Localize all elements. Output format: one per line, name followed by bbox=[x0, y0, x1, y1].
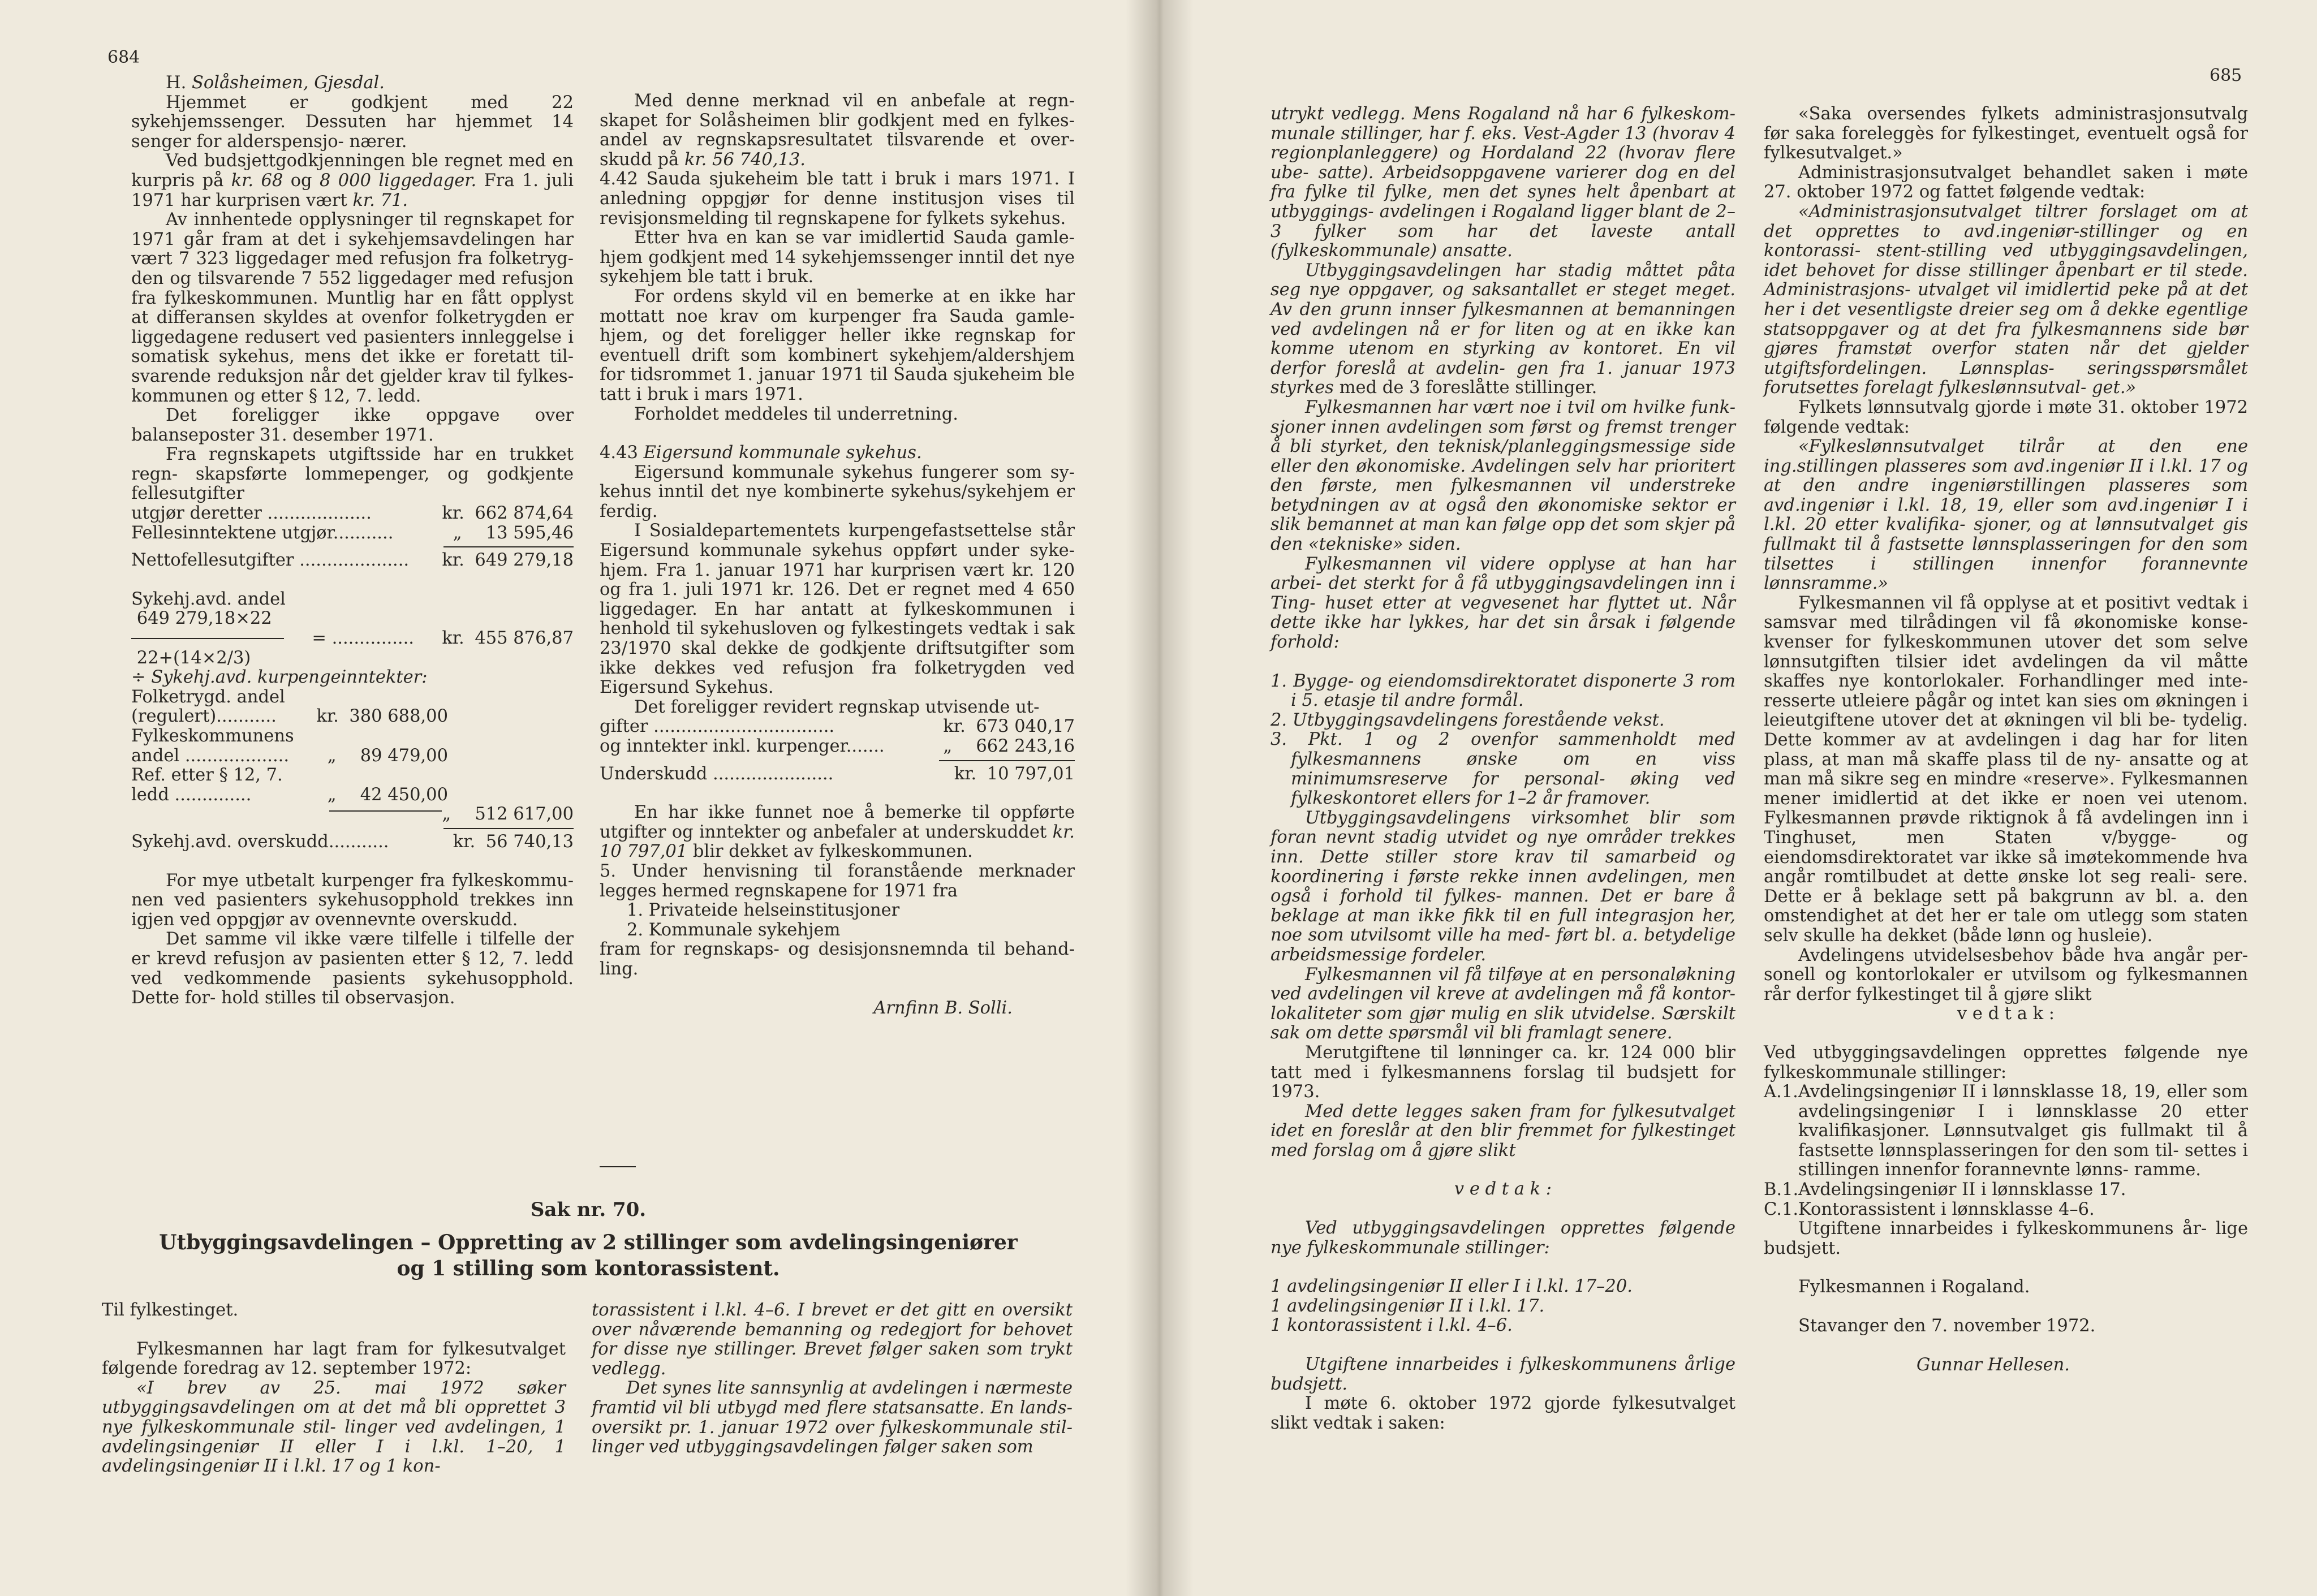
ledger-currency: „ bbox=[327, 745, 337, 766]
spacer bbox=[600, 980, 1075, 999]
position-text: Kontorassistent i lønnsklasse 4–6. bbox=[1798, 1199, 2095, 1219]
text-span: 4.42 Sauda sjukeheim ble tatt i bruk i mars 1971. I anledning oppgjør for denne institusjon vises til revisjonsmelding til regnskapene for fylkets sykehus. bbox=[600, 169, 1075, 228]
ledger-value: 673 040,17 bbox=[976, 717, 1075, 737]
ledger-row bbox=[600, 737, 1075, 757]
paragraph bbox=[1271, 1355, 1735, 1394]
paragraph bbox=[1764, 437, 2248, 594]
text-span: Fylkesmannen i Rogaland. bbox=[1798, 1277, 2030, 1297]
text-span: I Sosialdepartementets kurpengefastsettelse står Eigersund kommunale sykehus oppført under syke- hjem. Fra 1. januar 1971 har kurprisen vært kr. 120 og fra 1. juli 1971 kr. 126. Det er regnet med 4 650 liggedager. En har antatt at fylkeskommunen i henhold til sykehusloven og fylkestingets vedtak i sak 23/1970 skal dekke de godkjente driftsutgifter som ikke dekkes ved refusjon fra folketrygden ved Eigersund Sykehus. bbox=[600, 521, 1075, 698]
paragraph bbox=[1764, 1317, 2248, 1336]
numbered-item: 3. Pkt. 1 og 2 ovenfor sammenholdt med fylkesmannens ønske om en viss minimumsreserve for personal- øking ved fylkeskontoret ellers for 1–2 år framover. bbox=[1271, 730, 1735, 809]
left-column-2 bbox=[600, 92, 1075, 1018]
italic-text: 1 kontorassistent i l.kl. 4–6. bbox=[1271, 1315, 1513, 1336]
paragraph bbox=[131, 74, 574, 93]
ledger-value: 89 479,00 bbox=[360, 745, 448, 766]
spacer bbox=[1271, 1200, 1735, 1219]
paragraph bbox=[600, 862, 1075, 901]
ledger-value: 662 874,64 bbox=[475, 503, 574, 524]
ledger-amount bbox=[453, 524, 574, 543]
paragraph bbox=[1271, 1394, 1735, 1433]
ledger-amount bbox=[442, 629, 574, 649]
position-item bbox=[1764, 1082, 2248, 1180]
ledger-value: 56 740,13 bbox=[485, 831, 574, 852]
paragraph bbox=[600, 92, 1075, 170]
italic-text: Fylkesmannen vil få tilføye at en personaløkning ved avdelingen vil kreve at avdelingen må få kontor- lokaliteter som gjør mulig en slik utvidelse. Særskilt sak om dette spørsmål vil bli framlagt senere. bbox=[1271, 964, 1735, 1043]
numbered-item: 1. Bygge- og eiendomsdirektoratet disponerte 3 rom i 5. etasje til andre formål. bbox=[1271, 671, 1735, 711]
italic-text: Eigersund kommunale sykehus. bbox=[643, 443, 922, 463]
ledger-label: (regulert)........... bbox=[131, 706, 277, 727]
ledger-amount bbox=[328, 747, 448, 766]
ledger-label: Nettofellesutgifter .................... bbox=[131, 550, 410, 571]
italic-text: 1 avdelingsingeniør II i l.kl. 17. bbox=[1271, 1296, 1545, 1316]
underskudd-row bbox=[600, 765, 1075, 784]
paragraph bbox=[1271, 261, 1735, 398]
text-span: 5. Under henvisning til foranstående merknader legges hermed regnskapene for 1971 fra bbox=[600, 861, 1075, 901]
text-span: med de 3 foreslåtte stillinger. bbox=[1333, 378, 1597, 398]
left-column-1 bbox=[131, 74, 574, 1008]
paragraph bbox=[1764, 1258, 2248, 1278]
ledger-value: 512 617,00 bbox=[475, 804, 574, 825]
kurpenge-item-label: Ref. etter § 12, 7. bbox=[131, 765, 283, 786]
italic-text: kr. 10 797,01 bbox=[600, 822, 1075, 862]
signature: Gunnar Hellesen. bbox=[1917, 1355, 2070, 1375]
list-item: 1. Privateide helseinstitusjoner bbox=[627, 900, 900, 921]
paragraph bbox=[102, 1301, 566, 1321]
paragraph bbox=[131, 406, 574, 445]
paragraph bbox=[600, 698, 1075, 718]
ledger-currency: „ bbox=[943, 736, 953, 756]
ledger-label: utgjør deretter ................... bbox=[131, 503, 372, 524]
ledger-label: Fellesinntektene utgjør........... bbox=[131, 523, 394, 543]
right-column-1 bbox=[1271, 105, 1735, 1433]
paragraph: Det samme vil ikke være tilfelle i tilfelle der er krevd refusjon av pasienten etter § 12, 7. ledd ved vedkommende pasients sykehusopphold. Dette for- hold stilles til observasjon. bbox=[131, 929, 574, 1008]
paragraph bbox=[1271, 965, 1735, 1043]
paragraph bbox=[1764, 1043, 2248, 1082]
paragraph bbox=[1271, 1336, 1735, 1355]
italic-text: Solåsheimen, Gjesdal. bbox=[192, 73, 385, 93]
paragraph bbox=[102, 1379, 566, 1477]
text-span: og bbox=[283, 170, 320, 191]
italic-text: Utbyggingsavdelingens virksomhet blir som foran nevnt stadig utvidet og nye områder trekkes inn. Dette stiller store krav til samarbeid og koordinering i første rekke innen avdelingen, men også i forhold til fylkes- mannen. Det er bare å beklage at man ikke fikk til en full integrasjon her, noe som utvilsomt ville ha med- ført bl. a. betydelige arbeidsmessige fordeler. bbox=[1271, 808, 1735, 965]
spacer bbox=[1764, 1336, 2248, 1356]
paragraph bbox=[131, 152, 574, 210]
italic-text: 8 000 liggedager. bbox=[319, 170, 477, 191]
ledger-currency: „ bbox=[442, 804, 451, 825]
vedtak-heading: v e d t a k : bbox=[1454, 1179, 1552, 1200]
ledger-currency: kr. bbox=[943, 717, 966, 737]
overskudd-row bbox=[131, 832, 574, 852]
kurpenge-item-row bbox=[131, 786, 448, 805]
paragraph bbox=[1271, 105, 1735, 261]
text-span: Av innhentede opplysninger til regnskapet for 1971 går fram at det i sykehjemsavdelingen har vært 7 323 liggedager med refusjon fra folketryg- den og tilsvarende 7 552 liggedager med refusjon fra fylkeskommunen. Muntlig har en fått opplyst at differansen skyldes at ovenfor folketrygden er liggedagene redusert ved pasienters innleggelse i somatisk sykehus, mens det ikke er foretatt til- svarende reduksjon når det gjelder krav til fylkes- kommunen og etter § 12, 7. ledd. bbox=[131, 210, 574, 406]
text-span: En har ikke funnet noe å bemerke til oppførte utgifter og inntekter og anbefaler at underskuddet bbox=[600, 803, 1075, 842]
position-code: C.1. bbox=[1764, 1199, 1799, 1219]
paragraph bbox=[1764, 398, 2248, 437]
paragraph bbox=[102, 1340, 566, 1379]
text-span: Merutgiftene til lønninger ca. kr. 124 000 blir tatt med i fylkesmannens forslag til budsjett for 1973. bbox=[1271, 1042, 1735, 1102]
ledger-currency: „ bbox=[327, 784, 337, 805]
netto-row bbox=[131, 551, 574, 571]
ledger-value: 662 243,16 bbox=[976, 736, 1075, 756]
text-span: Det foreligger revidert regnskap utvisende ut- bbox=[634, 697, 1040, 717]
paragraph bbox=[592, 1379, 1073, 1457]
ledger-amount bbox=[442, 504, 574, 524]
kurpenge-item-row bbox=[131, 747, 448, 766]
ledger-rule bbox=[443, 546, 574, 547]
text-span: Det foreligger ikke oppgave over balanseposter 31. desember 1971. bbox=[131, 406, 574, 445]
italic-text: Det synes lite sannsynlig at avdelingen i nærmeste framtid vil bli utbygd med flere statsansatte. En lands- oversikt pr. 1. januar 1972 over fylkeskommunale stil- linger ved utbyggingsavdelingen følger saken som bbox=[592, 1378, 1073, 1457]
formula-result-row bbox=[131, 629, 574, 649]
italic-text: «I brev av 25. mai 1972 søker utbyggingsavdelingen om at det må bli opprettet 3 nye fylkeskommunale stil- linger ved avdelingen, 1 avdelingsingeniør II eller I i l.kl. 1–20, 1 avdelingsingeniør II i l.kl. 17 og 1 kon- bbox=[102, 1378, 566, 1477]
text-span: Med denne merknad vil en anbefale at regn- skapet for Solåsheimen blir godkjent med en fylkes- andel av regnskapsresultatet tilsvarende et over- skudd på bbox=[600, 91, 1075, 170]
paragraph bbox=[1271, 555, 1735, 653]
left-bottom-column-1 bbox=[102, 1301, 566, 1477]
ledger-label: andel ................... bbox=[131, 745, 290, 766]
paragraph bbox=[1271, 1043, 1735, 1102]
position-code: B.1. bbox=[1764, 1180, 1799, 1200]
fraction-bar bbox=[131, 638, 284, 649]
italic-text: «Administrasjonsutvalget tiltrer forslaget om at det opprettes to avd.ingeniør-stillinger og en kontorassi- stent-stilling ved utbyggingsavdelingen, idet behovet for disse stillinger åpenbart er til stede. Administrasjons- utvalget vil imidlertid peke på at det her i det vesentligste dreier seg om å dekke egentlige statsoppgaver og at det fra fylkesmannens side bør gjøres framstøt overfor staten når det gjelder utgiftsfordelingen. Lønnsplas- seringsspørsmålet forutsettes forelagt fylkeslønnsutval- get.» bbox=[1764, 201, 2248, 398]
text-span: Forholdet meddeles til underretning. bbox=[634, 404, 958, 424]
text-span: H. bbox=[166, 73, 192, 93]
paragraph bbox=[1271, 1277, 1735, 1297]
italic-text: utrykt vedlegg. Mens Rogaland nå har 6 fylkeskom- munale stillinger, har f. eks. Vest-Agder 13 (hvorav 4 regionplanleggere) og Hordaland 22 (hvorav flere ube- satte). Arbeidsoppgavene varierer dog en del fra fylke til fylke, men det synes helt åpenbart at utbyggings- avdelingen i Rogaland ligger blant de 2–3 fylker som har det laveste antall (fylkeskommunale) ansatte. bbox=[1271, 104, 1735, 261]
book-gutter bbox=[1126, 0, 1194, 1596]
paragraph bbox=[1271, 1258, 1735, 1277]
equals-sign: = ............... bbox=[312, 628, 415, 649]
paragraph bbox=[1271, 1219, 1735, 1258]
left-bottom-column-2 bbox=[592, 1301, 1073, 1457]
right-column-2 bbox=[1764, 105, 2248, 1375]
paragraph bbox=[1271, 1102, 1735, 1161]
paragraph bbox=[1764, 1278, 2248, 1297]
position-item bbox=[1764, 1180, 2248, 1200]
italic-text: 1 avdelingsingeniør II eller I i l.kl. 17–20. bbox=[1271, 1276, 1633, 1297]
paragraph bbox=[600, 170, 1075, 228]
ledger-amount bbox=[442, 551, 574, 571]
text-span: «Saka oversendes fylkets administrasjonsutvalg før saka foreleggès for fylkestinget, eventuelt også for fylkesutvalget.» bbox=[1764, 104, 2248, 163]
position-item bbox=[1764, 1200, 2248, 1220]
ledger-amount bbox=[316, 707, 448, 727]
text-span: Eigersund kommunale sykehus fungerer som sy- kehus inntil det nye kombinerte sykehus/sykehjem er ferdig. bbox=[600, 462, 1075, 521]
paragraph bbox=[1764, 202, 2248, 398]
page-number-left: 684 bbox=[107, 48, 140, 67]
numbered-item: 2. Utbyggingsavdelingens forestående vekst. bbox=[1271, 710, 1665, 730]
kurpenge-item-label: Fylkeskommunens bbox=[131, 726, 294, 746]
page-number-right: 685 bbox=[2210, 66, 2242, 85]
list-item: 2. Kommunale sykehjem bbox=[627, 920, 841, 940]
spacer bbox=[131, 571, 574, 590]
italic-text: Fylkesmannen vil videre opplyse at han har arbei- det sterkt for å få utbyggingsavdelingen inn i Ting- huset etter at vegvesenet har flyttet ut. Når dette ikke har lykkes, har det sin årsak i følgende forhold: bbox=[1271, 554, 1735, 653]
ledger-currency: kr. bbox=[954, 764, 977, 784]
paragraph bbox=[600, 463, 1075, 522]
kurpenge-item-row bbox=[131, 707, 448, 727]
ledger-value: 649 279,18 bbox=[475, 550, 574, 571]
text-span: Ved utbyggingsavdelingen opprettes følgende nye fylkeskommunale stillinger: bbox=[1764, 1042, 2248, 1082]
case-heading-line-2: og 1 stilling som kontorassistent. bbox=[397, 1257, 780, 1280]
paragraph bbox=[600, 521, 1075, 697]
ledger-amount bbox=[442, 805, 574, 825]
ledger-value: 42 450,00 bbox=[360, 784, 448, 805]
italic-text: Fylkesmannen har vært noe i tvil om hvilke funk- sjoner innen avdelingen som først og fremst trenger å bli styrket, den teknisk/planleggingsmessige side eller den økonomiske. Avdelingen selv har prioritert den første, men fylkesmannen vil understreke betydningen av at også den økonomiske sektor er slik bemannet at man kan følge opp det som skjer på den «tekniske» siden. bbox=[1271, 397, 1735, 555]
separator-rule bbox=[600, 1166, 636, 1167]
ledger-label: og inntekter inkl. kurpenger....... bbox=[600, 736, 885, 756]
text-span: Ved budsjettgodkjenningen ble regnet med en kurpris på bbox=[131, 151, 574, 191]
formula-denominator: 22+(14×2/3) bbox=[131, 648, 251, 668]
position-text: Avdelingsingeniør II i lønnsklasse 18, 19, eller som avdelingsingeniør I i lønnsklasse 20 etter kvalifikasjoner. Lønnsutvalget gis fullmakt til å fastsette lønnsplasseringen for den som til- settes i stillingen innenfor forannevnte lønns- ramme. bbox=[1798, 1082, 2248, 1180]
text-span: Hjemmet er godkjent med 22 sykehjemssenger. Dessuten har hjemmet 14 senger for alderspensjo- nærer. bbox=[131, 92, 574, 152]
ledger-row bbox=[131, 524, 574, 543]
text-span: Fra regnskapets utgiftsside har en trukket regn- skapsførte lommepenger, og godkjente fellesutgifter bbox=[131, 445, 574, 504]
paragraph: For mye utbetalt kurpenger fra fylkeskommu- nen ved pasienters sykehusopphold trekkes inn igjen ved oppgjør av ovennevnte overskudd. bbox=[131, 870, 574, 930]
ledger-row bbox=[600, 717, 1075, 737]
ledger-label: Underskudd ...................... bbox=[600, 764, 834, 784]
paragraph bbox=[1764, 1219, 2248, 1258]
ledger-currency: „ bbox=[453, 523, 462, 543]
italic-text: «Fylkeslønnsutvalget tilrår at den ene ing.stillingen plasseres som avd.ingeniør II i l.kl. 17 og at den andre ingeniørstillingen plasseres som avd.ingeniør i l.kl. 18, 19, eller som avd.ingeniør I i l.kl. 20 etter kvalifika- sjoner, og at lønnsutvalget gis fullmakt til å fastsette lønnsplasseringen for den som tilsettes i stillingen innenfor forannevnte lønnsramme.» bbox=[1764, 437, 2248, 594]
paragraph bbox=[131, 210, 574, 406]
paragraph bbox=[102, 1321, 566, 1340]
kurpenge-total-row bbox=[131, 805, 574, 825]
paragraph bbox=[1271, 809, 1735, 965]
paragraph bbox=[592, 1301, 1073, 1379]
paragraph: fram for regnskaps- og desisjonsnemnda til behand- ling. bbox=[600, 939, 1075, 979]
spacer bbox=[600, 784, 1075, 803]
ledger-rule bbox=[939, 760, 1075, 761]
paragraph bbox=[1271, 653, 1735, 672]
paragraph bbox=[131, 93, 574, 152]
text-span: Utgiftene innarbeides i fylkeskommunens år- lige budsjett. bbox=[1764, 1219, 2248, 1258]
ledger-row bbox=[131, 504, 574, 524]
paragraph bbox=[600, 803, 1075, 862]
vedtak-heading: v e d t a k : bbox=[1957, 1004, 2055, 1024]
paragraph bbox=[600, 228, 1075, 287]
paragraph bbox=[1764, 946, 2248, 1005]
italic-text: torassistent i l.kl. 4–6. I brevet er det gitt en oversikt over nåværende bemanning og redegjort for behovet for disse nye stillinger. Brevet følger saken som trykt vedlegg. bbox=[592, 1300, 1073, 1379]
paragraph bbox=[1271, 398, 1735, 555]
text-span: Administrasjonsutvalget behandlet saken i møte 27. oktober 1972 og fattet følgende vedtak: bbox=[1764, 162, 2248, 202]
position-code: A.1. bbox=[1764, 1082, 1798, 1102]
text-span: Fylkesmannen vil få opplyse at et positivt vedtak i samsvar med tilrådingen vil få økonomiske konse- kvenser for fylkeskommunen utover det som selve lønnsutgiften tilsier idet avdelingen da vil måtte skaffes nye kontorlokaler. Forhandlinger med inte- resserte utleiere pågår og intet kan sies om økningen i leieutgiftene utover det at økningen vil bli be- tydelig. Dette kommer av at avdelingen i dag har for liten plass, at man må skaffe plass til de ny- ansatte og at man må sikre seg en mindre «reserve». Fylkesmannen mener imidlertid at det ikke er noen vei utenom. Fylkesmannen prøvde riktignok å få avdelingen inn i Tinghuset, men Staten v/bygge- og eiendomsdirektoratet var ikke så imøtekommende hva angår romtilbudet at dette ønske lot seg reali- sere. Dette er å beklage sett på bakgrunn av bl. a. den omstendighet at det her er tale om utlegg som staten selv skulle ha dekket (både lønn og husleie). bbox=[1764, 593, 2248, 946]
text-span: Etter hva en kan se var imidlertid Sauda gamle- hjem godkjent med 14 sykehjemssenger inntil det nye sykehjem ble tatt i bruk. bbox=[600, 228, 1075, 287]
kurpenge-item-label: Folketrygd. andel bbox=[131, 687, 285, 707]
ledger-amount bbox=[453, 832, 574, 852]
ledger-currency: kr. bbox=[316, 706, 339, 727]
ledger-currency: kr. bbox=[442, 550, 464, 571]
text-span: For ordens skyld vil en bemerke at en ikke har mottatt noe krav om kurpenger fra Sauda gamle- hjem, og det foreligger heller ikke regnskap for eventuell drift som kombinert sykehjem/aldershjem for tidsrommet 1. januar 1971 til Sauda sjukeheim ble tatt i bruk i mars 1971. bbox=[600, 286, 1075, 404]
signature: Arnfinn B. Solli. bbox=[873, 998, 1013, 1018]
case-number: Sak nr. 70. bbox=[530, 1198, 647, 1221]
paragraph bbox=[600, 405, 1075, 425]
ledger-rule bbox=[443, 828, 574, 829]
italic-text: kr. 68 bbox=[231, 170, 283, 191]
ledger-currency: kr. bbox=[453, 831, 476, 852]
ledger-label: Sykehj.avd. overskudd........... bbox=[131, 831, 389, 852]
italic-text: kr. 71. bbox=[352, 190, 408, 210]
italic-text: Utgiftene innarbeides i fylkeskommunens årlige budsjett. bbox=[1271, 1355, 1735, 1394]
ledger-value: 455 876,87 bbox=[475, 628, 574, 649]
text-span: Fylkesmannen har lagt fram for fylkesutvalget følgende foredrag av 12. september 1972: bbox=[102, 1339, 566, 1379]
ledger-rule bbox=[329, 810, 442, 825]
text-span: blir dekket av fylkeskommunen. bbox=[687, 842, 973, 862]
text-span: Avdelingens utvidelsesbehov både hva angår per- sonell og kontorlokaler er utvilsom og fylkesmannen rår derfor fylkestinget til å gjøre slikt bbox=[1764, 945, 2248, 1004]
ledger-amount bbox=[954, 765, 1075, 784]
spacer bbox=[600, 424, 1075, 443]
left-page bbox=[0, 0, 1157, 1596]
paragraph bbox=[1271, 1297, 1735, 1317]
ledger-label: gifter ................................. bbox=[600, 717, 835, 737]
ledger-amount bbox=[328, 786, 448, 805]
position-text: Avdelingsingeniør II i lønnsklasse 17. bbox=[1798, 1180, 2126, 1200]
paragraph bbox=[1764, 1297, 2248, 1317]
text-span: Fylkets lønnsutvalg gjorde i møte 31. oktober 1972 følgende vedtak: bbox=[1764, 397, 2248, 437]
italic-text: kr. 56 740,13. bbox=[684, 149, 806, 170]
paragraph bbox=[131, 445, 574, 504]
case-heading-line-1: Utbyggingsavdelingen – Oppretting av 2 stillinger som avdelingsingeniører bbox=[159, 1231, 1018, 1254]
formula-line: 649 279,18×22 bbox=[131, 609, 272, 629]
formula-line: Sykehj.avd. andel bbox=[131, 589, 286, 609]
spacer bbox=[131, 852, 574, 872]
ledger-amount bbox=[943, 717, 1075, 737]
paragraph bbox=[1764, 594, 2248, 946]
paragraph bbox=[1271, 1316, 1735, 1336]
spacer bbox=[1764, 1024, 2248, 1043]
right-page bbox=[1157, 0, 2317, 1596]
text-span: Til fylkestinget. bbox=[102, 1300, 239, 1320]
italic-text: Utbyggingsavdelingen har stadig måttet påta seg nye oppgaver, og saksantallet er steget meget. Av den grunn innser fylkesmannen at bemanningen ved avdelingen nå er for liten og at en ikke kan komme utenom en styrking av kontoret. En vil derfor foreslå at avdelin- gen fra 1. januar 1973 styrkes bbox=[1271, 260, 1735, 398]
paragraph bbox=[1764, 163, 2248, 202]
text-span: Stavanger den 7. november 1972. bbox=[1798, 1316, 2096, 1336]
spacer bbox=[1271, 1161, 1735, 1180]
ledger-currency: kr. bbox=[442, 503, 464, 524]
text-span: I møte 6. oktober 1972 gjorde fylkesutvalget slikt vedtak i saken: bbox=[1271, 1394, 1735, 1433]
ledger-currency: kr. bbox=[442, 628, 464, 649]
ledger-value: 380 688,00 bbox=[349, 706, 448, 727]
text-span: Fra 1. juli 1971 har kurprisen vært bbox=[131, 170, 574, 210]
kurpenge-title: ÷ Sykehj.avd. kurpengeinntekter: bbox=[131, 667, 428, 688]
section-title bbox=[600, 443, 1075, 463]
paragraph bbox=[1764, 105, 2248, 163]
ledger-label: ledd .............. bbox=[131, 784, 252, 805]
text-span: 4.43 bbox=[600, 443, 644, 463]
ledger-value: 13 595,46 bbox=[485, 523, 574, 543]
paragraph bbox=[600, 287, 1075, 405]
italic-text: Med dette legges saken fram for fylkesutvalget idet en foreslår at den blir fremmet for fylkestinget med forslag om å gjøre slikt bbox=[1271, 1101, 1735, 1161]
ledger-value: 10 797,01 bbox=[987, 764, 1075, 784]
italic-text: Ved utbyggingsavdelingen opprettes følgende nye fylkeskommunale stillinger: bbox=[1271, 1218, 1735, 1258]
ledger-amount bbox=[943, 737, 1075, 757]
